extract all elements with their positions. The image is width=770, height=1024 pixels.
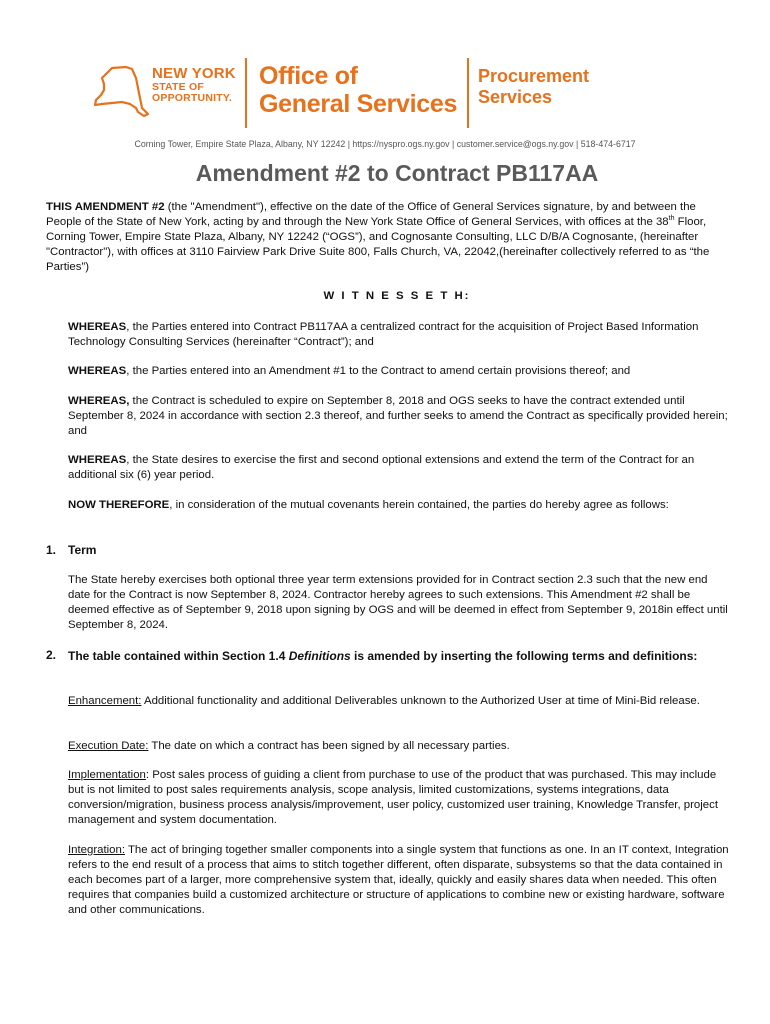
ogs-logo-line-2: General Services [259, 90, 458, 118]
whereas-clause [68, 453, 730, 483]
whereas-clause [68, 364, 730, 379]
definition-term: Enhancement: [68, 695, 142, 707]
section-1-body: The State hereby exercises both optional three year term extensions provided for in Contract section 2.3 such that the new end date for the Contract is now September 8, 2024. Contractor hereby agrees to such extensions. This Amendment #2 shall be deemed effective as of September 9, 2018 upon signing by OGS and will be deemed in effect from September 9, 2018in effect until September 8, 2024. [68, 574, 728, 631]
whereas-lead: WHEREAS, [68, 395, 130, 407]
whereas-lead: WHEREAS [68, 454, 127, 466]
nys-logo-line-3: OPPORTUNITY. [152, 92, 232, 104]
definition-item [68, 694, 730, 709]
nys-logo-line-1: NEW YORK [152, 65, 236, 82]
definition-term: Integration: [68, 844, 125, 856]
procurement-logo-line-2: Services [478, 87, 553, 107]
procurement-services-logo [478, 66, 589, 108]
whereas-clause [68, 394, 730, 439]
definition-text: Additional functionality and additional Deliverables unknown to the Authorized User at time of Mini-Bid release. [141, 695, 700, 707]
procurement-logo-line-1: Procurement [478, 66, 590, 86]
definition-item [68, 768, 730, 828]
whereas-text: , the State desires to exercise the first and second optional extensions and extend the term of the Contract for an additional six (6) year period. [68, 454, 695, 481]
witnesseth-heading: W I T N E S S E T H: [323, 290, 471, 302]
new-york-state-of-opportunity-logo [152, 66, 236, 104]
ogs-logo-line-1: Office of [259, 62, 358, 90]
section-2-title-definitions: Definitions [288, 649, 351, 663]
section-1-title: Term [68, 543, 97, 557]
whereas-lead: WHEREAS [68, 365, 127, 377]
nys-logo-line-2: STATE OF [152, 81, 204, 93]
definition-item [68, 843, 730, 918]
intro-paragraph [46, 200, 730, 275]
intro-text-part-1: (the "Amendment"), effective on the date of the Office of General Services signature, by and between the People of the State of New York, acting by and through the New York State Office of General Services, with offices at the 38 [46, 201, 696, 228]
logo-divider [245, 58, 247, 128]
definition-term: Implementation [68, 769, 146, 781]
section-1-number: 1. [46, 543, 57, 557]
contact-line: Corning Tower, Empire State Plaza, Albany, NY 12242 | https://nyspro.ogs.ny.gov | customer.service@ogs.ny.gov | 518-474-6717 [134, 139, 636, 149]
office-of-general-services-logo [259, 62, 457, 118]
whereas-text: , the Parties entered into Contract PB117AA a centralized contract for the acquisition of Project Based Information Technology Consulting Services (hereinafter “Contract”); and [68, 321, 699, 348]
whereas-text: the Contract is scheduled to expire on September 8, 2018 and OGS seeks to have the contract extended until September 8, 2024 in accordance with section 2.3 thereof, and further seeks to amend the Contract as specifically provided herein; and [68, 395, 728, 437]
definition-text: The date on which a contract has been signed by all necessary parties. [148, 740, 510, 752]
section-2-title-part-2: is amended by inserting the following terms and definitions: [350, 649, 698, 663]
now-therefore-text: , in consideration of the mutual covenants herein contained, the parties do hereby agree as follows: [169, 499, 669, 511]
logo-divider [467, 58, 469, 128]
definition-term: Execution Date: [68, 740, 149, 752]
whereas-lead: WHEREAS [68, 321, 127, 333]
document-title: Amendment #2 to Contract PB117AA [195, 160, 599, 186]
section-2-title [68, 648, 728, 664]
intro-superscript: th [668, 215, 675, 223]
definition-text: The act of bringing together smaller components into a single system that functions as one. In an IT context, Integration refers to the end result of a process that aims to stitch together different, often disparate, subsystems so that the data contained in each becomes part of a larger, more comprehensive system that, ideally, quickly and easily shares data when needed. This often requires that companies build a customized architecture or structure of applications to combine new or existing hardware, software and other communications. [68, 844, 729, 916]
section-2-number: 2. [46, 648, 57, 662]
ogs-logo-header [92, 56, 612, 128]
now-therefore-lead: NOW THEREFORE [68, 499, 170, 511]
section-2-title-part-1: The table contained within Section 1.4 [68, 649, 289, 663]
new-york-state-map-icon [92, 64, 150, 124]
intro-lead: THIS AMENDMENT #2 [46, 201, 165, 213]
definition-text: : Post sales process of guiding a client from purchase to use of the product that was purchased. This may include but is not limited to post sales requirements analysis, scope analysis, limited customizations, systems integrations, data conversion/migration, business process analysis/improvement, user policy, customized user training, Knowledge Transfer, project management and system documentation. [68, 769, 718, 826]
intro-text-part-2: Floor, Corning Tower, Empire State Plaza, Albany, NY 12242 (“OGS”), and Cognosante Consulting, LLC D/B/A Cognosante, (hereinafter "Contractor"), with offices at 3110 Fairview Park Drive Suite 800, Falls Church, VA, 22042,(hereinafter collectively referred to as “the Parties”) [46, 216, 710, 273]
now-therefore-clause [68, 498, 730, 513]
whereas-clause [68, 320, 730, 350]
definition-item [68, 739, 730, 754]
whereas-text: , the Parties entered into an Amendment #1 to the Contract to amend certain provisions thereof; and [126, 365, 631, 377]
